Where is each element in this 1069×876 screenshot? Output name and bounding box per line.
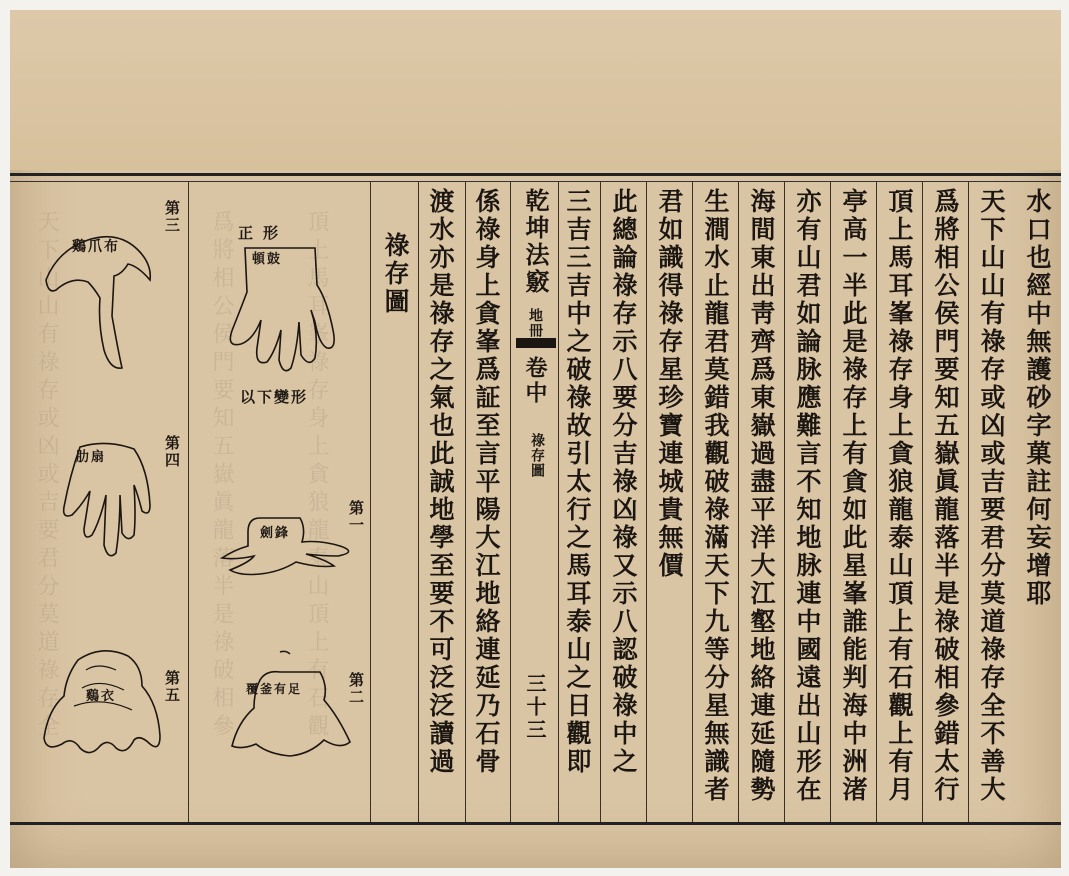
top-margin xyxy=(10,10,1061,170)
fig-number-1: 第一 xyxy=(347,500,365,534)
fig-number-3: 第三 xyxy=(163,200,181,234)
column-rule xyxy=(600,182,601,822)
fig-number-5: 第五 xyxy=(163,670,181,704)
yi-xia-bian-xing-label: 以下變形 xyxy=(240,388,309,406)
book-title: 乾坤法竅 xyxy=(521,188,550,296)
column-rule xyxy=(646,182,647,822)
text-column: 此總論祿存示八要分吉祿凶祿又示八認破祿中之 xyxy=(609,188,638,776)
book-page xyxy=(10,10,1061,868)
chapter-label: 卷中 xyxy=(522,356,548,406)
bottom-border-line xyxy=(10,822,1061,825)
text-column: 君如識得祿存星珍寶連城貴無價 xyxy=(655,188,684,580)
fishtail-mark xyxy=(516,338,556,348)
jian-feng-label: 劍鋒 xyxy=(260,526,291,541)
dun-gu-shape xyxy=(215,240,355,390)
column-rule xyxy=(830,182,831,822)
fu-fu-label: 覆釜有足 xyxy=(246,682,303,696)
column-rule xyxy=(370,182,371,822)
ji-zhao-label: 鷄爪布 xyxy=(72,239,120,255)
text-column: 亦有山君如論脉應難言不知地脉連中國遠出山形在 xyxy=(793,188,822,804)
text-column: 爲將相公侯門要知五嶽眞龍落半是祿破相參錯太行 xyxy=(931,188,960,804)
column-rule xyxy=(738,182,739,822)
column-rule xyxy=(465,182,466,822)
bleed-through-text: 爲將相公侯門要知五嶽眞龍落半是祿破相參 xyxy=(209,210,234,742)
text-column: 海間東出靑齊爲東嶽過盡平洋大江壑地絡連延隨勢 xyxy=(747,188,776,804)
page-number: 三十三 xyxy=(523,673,547,742)
zheng-xing-label: 正形 xyxy=(238,224,289,242)
column-rule xyxy=(784,182,785,822)
text-column: 天下山山有祿存或凶或吉要君分莫道祿存全不善大 xyxy=(977,188,1006,804)
text-column: 頂上馬耳峯祿存身上貪狼龍泰山頂上有石觀上有月 xyxy=(885,188,914,804)
dun-gu-label: 頓鼓 xyxy=(252,252,283,267)
column-rule xyxy=(418,182,419,822)
bleed-through-text: 頂上馬耳峯祿存身上貪狼龍泰山頂上有石觀 xyxy=(304,210,329,742)
ji-yi-shape xyxy=(38,640,168,770)
column-rule xyxy=(876,182,877,822)
column-rule xyxy=(968,182,969,822)
text-column: 亭高一半此是祿存上有貪如此星峯誰能判海中洲渚 xyxy=(839,188,868,804)
column-rule xyxy=(510,182,511,822)
column-rule xyxy=(692,182,693,822)
fig-number-4: 第四 xyxy=(163,435,181,469)
ji-yi-label: 鷄衣 xyxy=(86,689,117,704)
text-column: 係祿身上貪峯爲証至言平陽大江地絡連延乃石骨 xyxy=(472,188,501,776)
section-label: 祿存圖 xyxy=(529,433,545,478)
figure-title: 祿存圖 xyxy=(381,232,410,316)
fu-shan-label: 肋扇 xyxy=(76,450,107,465)
top-border-line xyxy=(10,173,1061,176)
fig-number-2: 第二 xyxy=(347,672,365,706)
bleed-through-text: 天下山山有祿存或凶或吉要君分莫道祿存全 xyxy=(34,210,59,742)
text-column: 三吉三吉中之破祿故引太行之馬耳泰山之日觀即 xyxy=(563,188,592,776)
text-column: 水口也經中無護砂字菓註何妄增耶 xyxy=(1023,188,1052,608)
fu-fu-shape xyxy=(220,650,360,760)
column-rule xyxy=(922,182,923,822)
text-column: 生澗水止龍君莫錯我觀破祿滿天下九等分星無識者 xyxy=(701,188,730,804)
column-rule xyxy=(188,182,189,822)
top-border-line-thin xyxy=(10,181,1061,182)
volume-label: 地冊 xyxy=(527,308,543,338)
text-column: 渡水亦是祿存之氣也此誠地學至要不可泛泛讀過 xyxy=(426,188,455,776)
